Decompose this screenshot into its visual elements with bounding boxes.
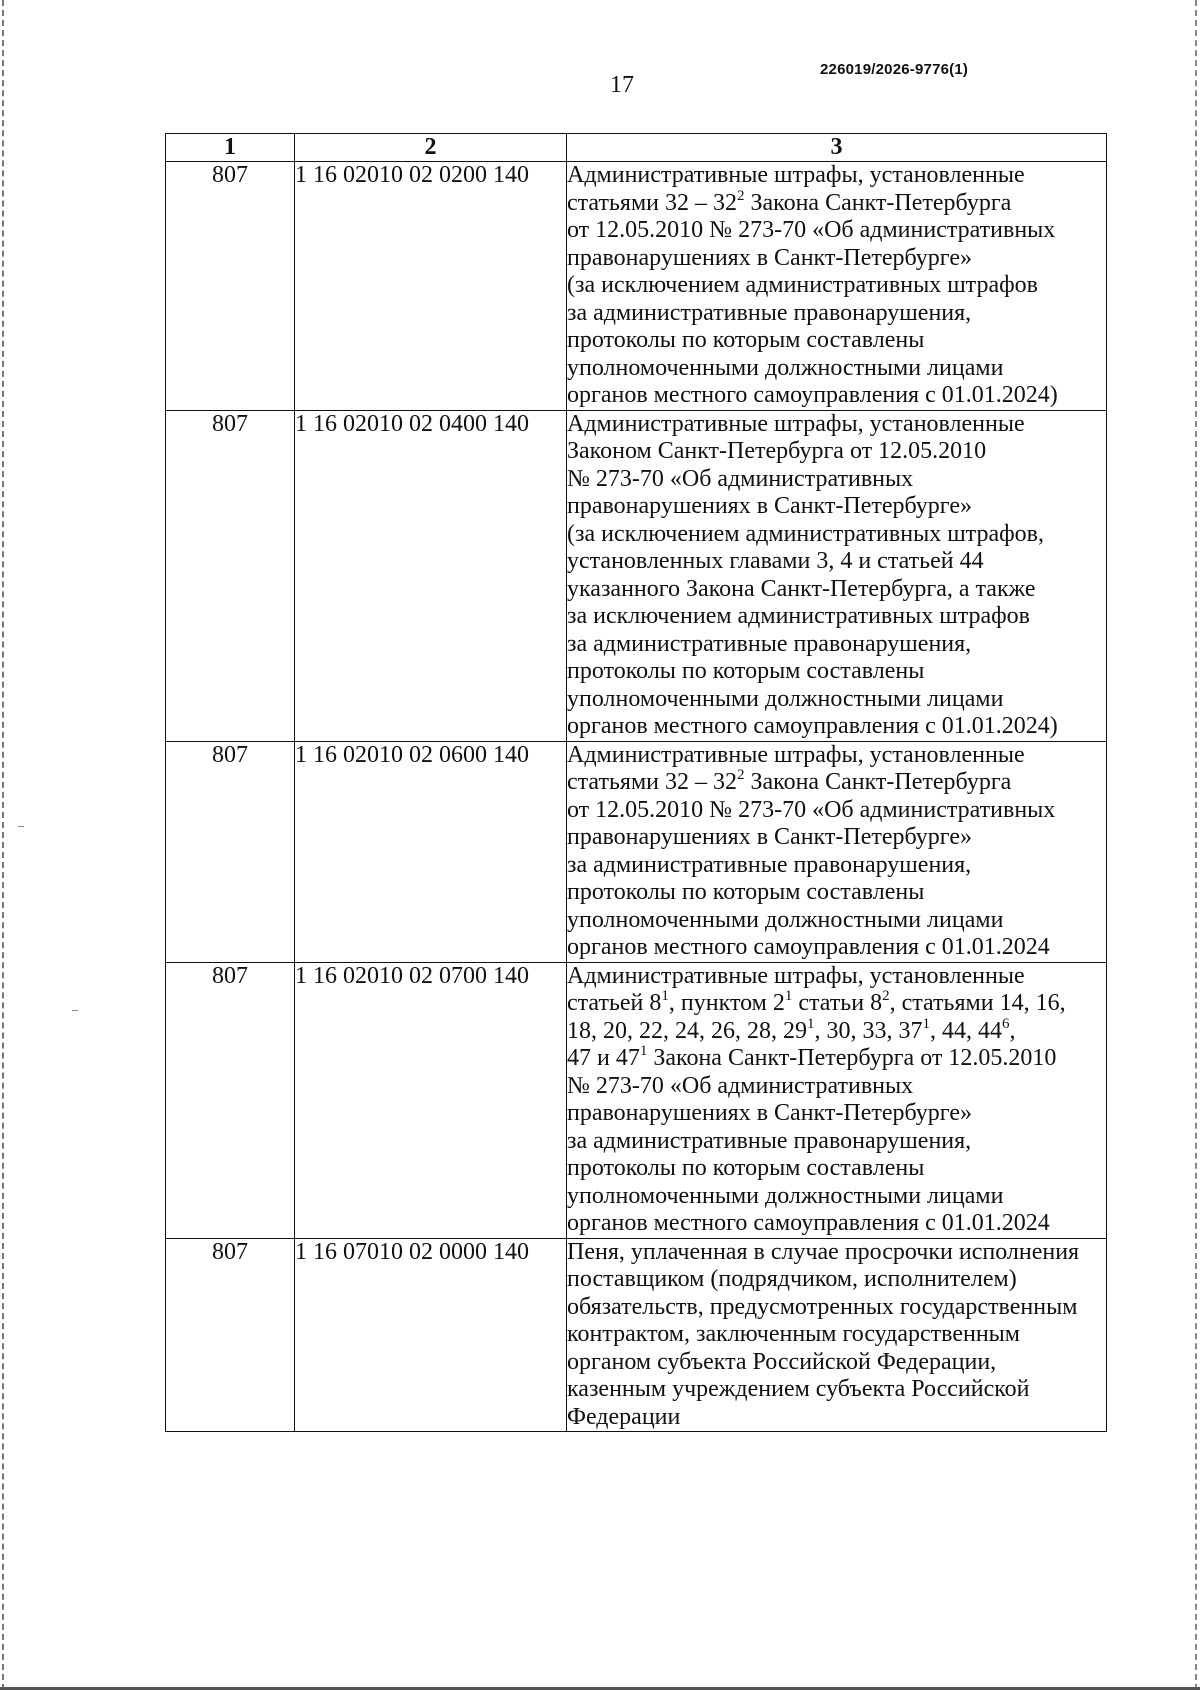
page-number: 17 (610, 72, 634, 98)
text-segment: статьями 32 – 32 (567, 769, 737, 795)
table-row (166, 741, 1107, 962)
admin-code-cell: 807 (166, 962, 295, 1238)
description-line (567, 1349, 1106, 1377)
text-segment: протоколы по которым составлены (567, 1155, 925, 1181)
description-line (567, 907, 1106, 935)
description-line (567, 245, 1106, 273)
description-line (567, 1239, 1106, 1267)
text-segment: , пунктом 2 (668, 990, 785, 1016)
text-segment: органов местного самоуправления с 01.01.2024 (567, 934, 1050, 960)
description-cell (567, 162, 1107, 411)
text-segment: Закона Санкт-Петербурга (744, 769, 1012, 795)
text-segment: Федерации (567, 1403, 681, 1430)
description-line (567, 162, 1106, 190)
table-row (166, 1238, 1107, 1432)
superscript: 1 (639, 1043, 648, 1059)
text-segment: органов местного самоуправления с 01.01.2024) (567, 713, 1058, 739)
text-segment: уполномоченными должностными лицами (567, 1182, 1004, 1209)
text-segment: Административные штрафы, установленные (567, 410, 1025, 437)
text-segment: органов местного самоуправления с 01.01.2024 (567, 1210, 1050, 1236)
column-header-1: 1 (166, 134, 295, 162)
text-segment: статьей 8 (567, 990, 662, 1016)
text-segment: , 30, 33, 37 (814, 1017, 923, 1044)
text-segment: статьями 32 – 32 (567, 189, 737, 216)
description-line (567, 1183, 1106, 1211)
kbk-code-cell: 1 16 02010 02 0400 140 (295, 410, 567, 741)
text-segment: , 44, 44 (930, 1017, 1002, 1044)
text-segment: 47 и 47 (567, 1045, 640, 1071)
description-line (567, 1100, 1106, 1128)
text-segment: поставщиком (подрядчиком, исполнителем) (567, 1266, 1017, 1292)
text-segment: Пеня, уплаченная в случае просрочки исполнения (567, 1238, 1080, 1265)
superscript: 1 (661, 988, 669, 1004)
kbk-table (165, 133, 1107, 1432)
text-segment: № 273-70 «Об административных (567, 465, 914, 492)
description-line (567, 713, 1106, 741)
description-line (567, 990, 1106, 1018)
description-cell (567, 962, 1107, 1238)
superscript: 2 (736, 767, 745, 783)
text-segment: Законом Санкт-Петербурга от 12.05.2010 (567, 438, 987, 464)
text-segment: , (1009, 1017, 1016, 1044)
description-line (567, 852, 1106, 880)
text-segment: (за исключением административных штрафов (567, 272, 1038, 298)
superscript: 2 (882, 988, 890, 1004)
text-segment: (за исключением административных штрафов, (567, 520, 1044, 547)
text-segment: протоколы по которым составлены (567, 327, 925, 353)
description-line (567, 1294, 1106, 1322)
description-line (567, 769, 1106, 797)
superscript: 6 (1002, 1015, 1010, 1032)
column-header-2: 2 (295, 134, 567, 162)
kbk-code-cell: 1 16 02010 02 0600 140 (295, 741, 567, 962)
table-header-row (166, 134, 1107, 162)
description-cell (567, 410, 1107, 741)
text-segment: правонарушениях в Санкт-Петербурге» (567, 493, 972, 519)
text-segment: № 273-70 «Об административных (567, 1072, 914, 1099)
scan-speck (18, 826, 24, 827)
description-line (567, 824, 1106, 852)
text-segment: казенным учреждением субъекта Российской (567, 1376, 1030, 1402)
description-line (567, 797, 1106, 825)
description-line (567, 1155, 1106, 1183)
text-segment: 18, 20, 22, 24, 26, 28, 29 (567, 1017, 807, 1044)
text-segment: за административные правонарушения, (567, 851, 972, 878)
table-body (166, 162, 1107, 1432)
kbk-code-cell: 1 16 02010 02 0700 140 (295, 962, 567, 1238)
admin-code-cell: 807 (166, 741, 295, 962)
description-line (567, 1015, 1106, 1046)
text-segment: Административные штрафы, установленные (567, 162, 1025, 188)
text-segment: Закона Санкт-Петербурга от 12.05.2010 (647, 1045, 1057, 1071)
document-id: 226019/2026-9776(1) (820, 61, 969, 78)
description-line (567, 1321, 1106, 1349)
description-line (567, 466, 1106, 494)
text-segment: статьи 8 (792, 990, 883, 1016)
description-line (567, 411, 1106, 439)
description-line (567, 327, 1106, 355)
text-segment: органов местного самоуправления с 01.01.2024) (567, 382, 1058, 408)
description-line (567, 603, 1106, 631)
column-header-3: 3 (567, 134, 1107, 162)
description-line (567, 187, 1106, 218)
kbk-code-cell: 1 16 02010 02 0200 140 (295, 162, 567, 411)
description-line (567, 272, 1106, 300)
text-segment: протоколы по которым составлены (567, 879, 925, 905)
description-line (567, 217, 1106, 245)
scan-speck (72, 1010, 78, 1011)
text-segment: органом субъекта Российской Федерации, (567, 1348, 997, 1375)
text-segment: от 12.05.2010 № 273-70 «Об административных (567, 217, 1056, 243)
description-line (567, 1073, 1106, 1101)
description-line (567, 686, 1106, 714)
scan-edge-right (1195, 0, 1197, 1690)
description-line (567, 879, 1106, 907)
description-line (567, 963, 1106, 991)
kbk-code-cell: 1 16 07010 02 0000 140 (295, 1238, 567, 1432)
text-segment: протоколы по которым составлены (567, 658, 925, 684)
description-line (567, 1128, 1106, 1156)
scan-edge-left (2, 0, 4, 1690)
description-line (567, 1376, 1106, 1404)
description-line (567, 576, 1106, 604)
description-cell (567, 741, 1107, 962)
description-line (567, 438, 1106, 466)
text-segment: за исключением административных штрафов (567, 603, 1031, 629)
table-row (166, 410, 1107, 741)
superscript: 1 (784, 988, 793, 1004)
description-line (567, 934, 1106, 962)
admin-code-cell: 807 (166, 1238, 295, 1432)
superscript: 1 (922, 1015, 930, 1032)
description-line (567, 631, 1106, 659)
admin-code-cell: 807 (166, 162, 295, 411)
text-segment: за административные правонарушения, (567, 630, 972, 657)
text-segment: за административные правонарушения, (567, 1127, 972, 1154)
description-line (567, 382, 1106, 410)
text-segment: Административные штрафы, установленные (567, 741, 1025, 768)
superscript: 1 (807, 1015, 815, 1032)
text-segment: установленных главами 3, 4 и статьей 44 (567, 548, 984, 574)
text-segment: уполномоченными должностными лицами (567, 354, 1004, 381)
description-line (567, 1404, 1106, 1432)
text-segment: правонарушениях в Санкт-Петербурге» (567, 244, 972, 271)
text-segment: уполномоченными должностными лицами (567, 906, 1004, 933)
text-segment: от 12.05.2010 № 273-70 «Об административных (567, 796, 1056, 823)
text-segment: , статьями 14, 16, (889, 990, 1066, 1016)
description-line (567, 300, 1106, 328)
description-line (567, 493, 1106, 521)
description-line (567, 548, 1106, 576)
description-line (567, 355, 1106, 383)
description-line (567, 658, 1106, 686)
description-line (567, 1266, 1106, 1294)
text-segment: уполномоченными должностными лицами (567, 685, 1004, 712)
description-line (567, 1210, 1106, 1238)
text-segment: правонарушениях в Санкт-Петербурге» (567, 1100, 972, 1126)
superscript: 2 (736, 187, 745, 204)
table-row (166, 962, 1107, 1238)
text-segment: Закона Санкт-Петербурга (744, 189, 1012, 216)
admin-code-cell: 807 (166, 410, 295, 741)
text-segment: обязательств, предусмотренных государственным (567, 1293, 1078, 1320)
description-line (567, 742, 1106, 770)
description-cell (567, 1238, 1107, 1432)
text-segment: за административные правонарушения, (567, 299, 972, 326)
text-segment: Административные штрафы, установленные (567, 962, 1025, 989)
description-line (567, 1045, 1106, 1073)
text-segment: контрактом, заключенным государственным (567, 1321, 1020, 1347)
text-segment: указанного Закона Санкт-Петербурга, а также (567, 575, 1036, 602)
text-segment: правонарушениях в Санкт-Петербурге» (567, 824, 972, 850)
table-row (166, 162, 1107, 411)
description-line (567, 521, 1106, 549)
